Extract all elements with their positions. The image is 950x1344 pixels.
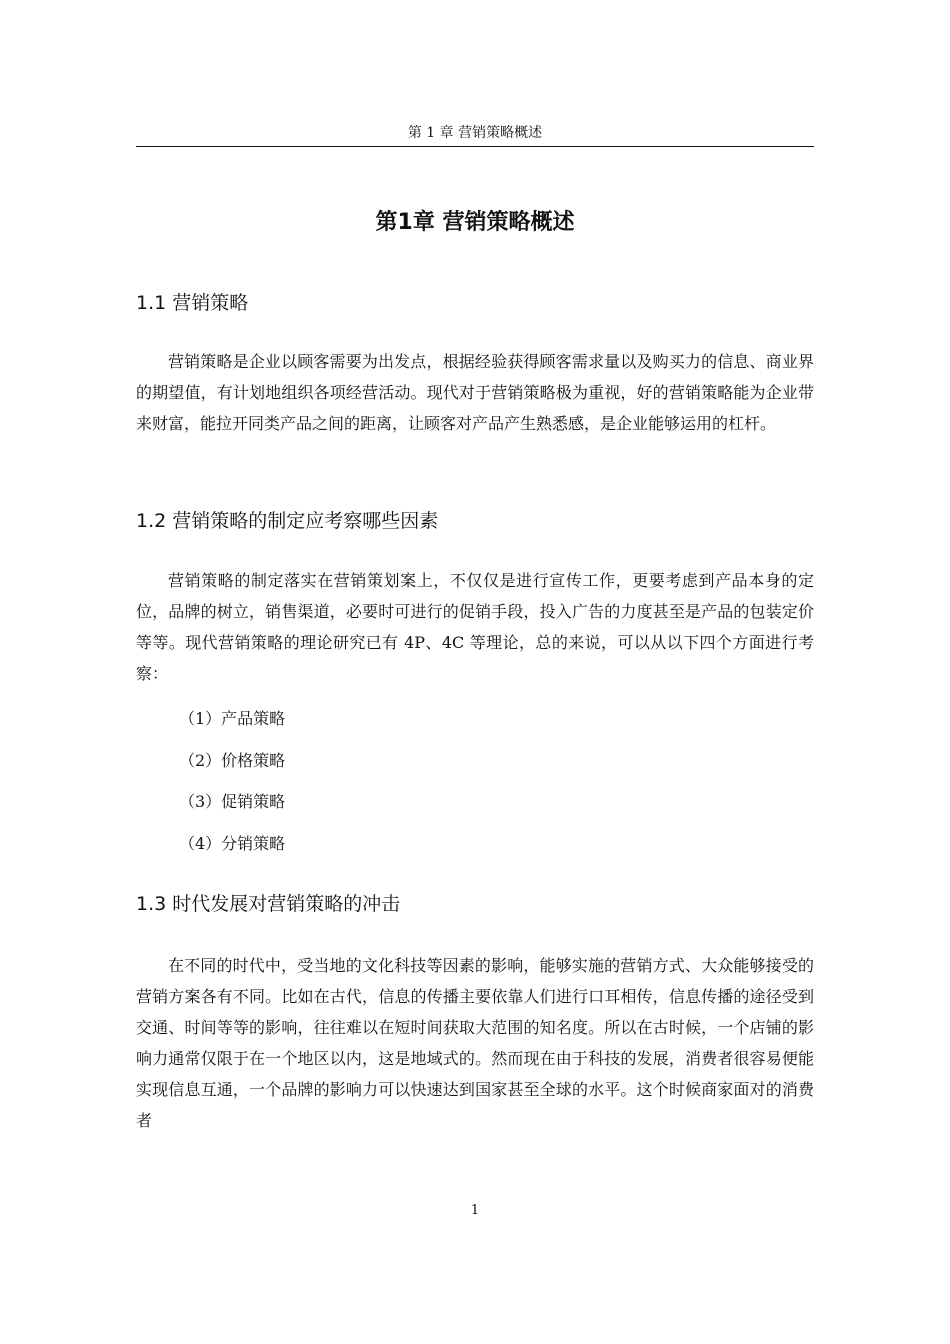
list-item-distribution-strategy: （4）分销策略 xyxy=(179,834,286,853)
page-number: 1 xyxy=(470,1203,480,1218)
running-header: 第 1 章 营销策略概述 xyxy=(407,125,543,141)
section-1-1-paragraph: 营销策略是企业以顾客需要为出发点，根据经验获得顾客需求量以及购买力的信息、商业界的期望值，有计划地组织各项经营活动。现代对于营销策略极为重视，好的营销策略能为企业带来财富，能拉开同类产品之间的距离，让顾客对产品产生熟悉感，是企业能够运用的杠杆。 xyxy=(136,352,814,433)
section-1-2-paragraph: 营销策略的制定落实在营销策划案上，不仅仅是进行宣传工作，更要考虑到产品本身的定位，品牌的树立，销售渠道，必要时可进行的促销手段，投入广告的力度甚至是产品的包装定价等等。现代营销策略的理论研究已有 4P、4C 等理论，总的来说，可以从以下四个方面进行考察： xyxy=(136,571,814,683)
list-item-product-strategy: （1）产品策略 xyxy=(179,709,286,728)
section-heading-1-3: 1.3 时代发展对营销策略的冲击 xyxy=(136,893,401,915)
header-rule xyxy=(136,146,814,147)
section-heading-1-2: 1.2 营销策略的制定应考察哪些因素 xyxy=(136,510,439,532)
section-heading-1-1: 1.1 营销策略 xyxy=(136,292,249,314)
section-1-3-paragraph: 在不同的时代中，受当地的文化科技等因素的影响，能够实施的营销方式、大众能够接受的营销方案各有不同。比如在古代，信息的传播主要依靠人们进行口耳相传，信息传播的途径受到交通、时间等等的影响，往往难以在短时间获取大范围的知名度。所以在古时候，一个店铺的影响力通常仅限于在一个地区以内，这是地域式的。然而现在由于科技的发展，消费者很容易便能实现信息互通，一个品牌的影响力可以快速达到国家甚至全球的水平。这个时候商家面对的消费者 xyxy=(136,956,814,1130)
list-item-price-strategy: （2）价格策略 xyxy=(179,751,286,770)
list-item-promotion-strategy: （3）促销策略 xyxy=(179,792,286,811)
chapter-title: 第1章 营销策略概述 xyxy=(375,210,575,235)
